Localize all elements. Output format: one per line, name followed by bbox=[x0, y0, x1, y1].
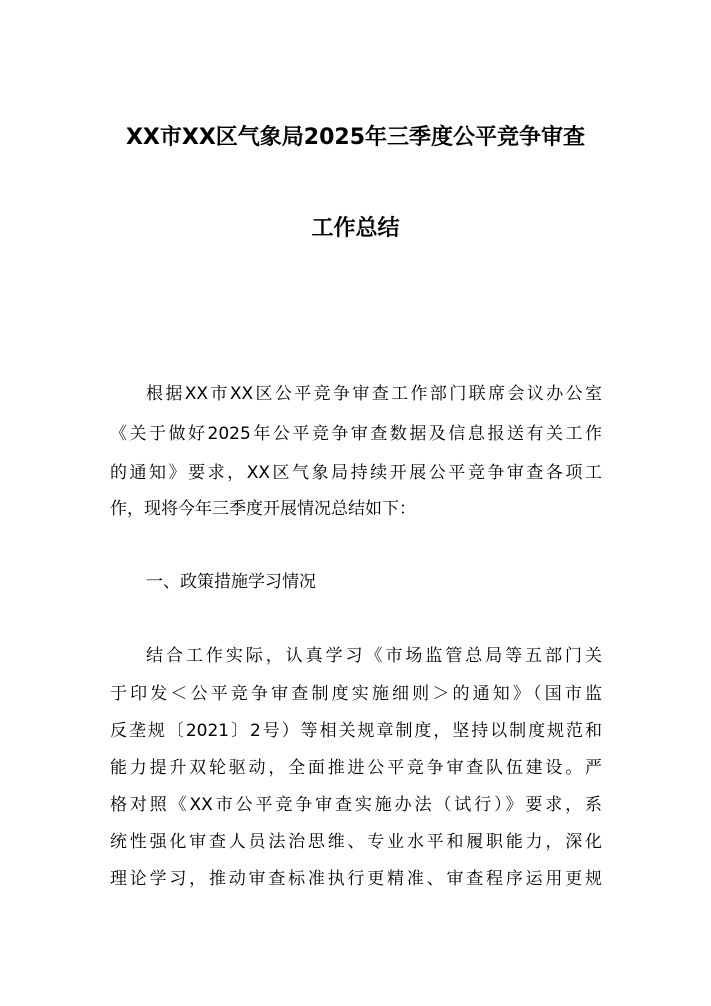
paragraph-2-line-5: 格对照《XX市公平竞争审查实施办法（试行）》要求，系 bbox=[110, 795, 602, 815]
paragraph-2-line-6: 统性强化审查人员法治思维、专业水平和履职能力，深化 bbox=[110, 832, 602, 852]
paragraph-2-line-2: 于印发＜公平竞争审查制度实施细则＞的通知》（国市监 bbox=[110, 684, 602, 704]
paragraph-2-line-1: 结合工作实际，认真学习《市场监管总局等五部门关 bbox=[146, 646, 602, 666]
document-title-line-1: XX市XX区气象局2025年三季度公平竞争审查 bbox=[125, 125, 586, 150]
paragraph-2-line-7: 理论学习，推动审查标准执行更精准、审查程序运用更规 bbox=[110, 869, 602, 889]
paragraph-1-line-1: 根据XX市XX区公平竞争审查工作部门联席会议办公室 bbox=[146, 384, 602, 404]
section-heading: 一、政策措施学习情况 bbox=[146, 572, 316, 592]
paragraph-1-line-4: 作，现将今年三季度开展情况总结如下： bbox=[110, 499, 416, 519]
paragraph-1-line-3: 的通知》要求，XX区气象局持续开展公平竞争审查各项工 bbox=[110, 463, 602, 483]
paragraph-2-line-4: 能力提升双轮驱动，全面推进公平竞争审查队伍建设。严 bbox=[110, 758, 602, 778]
paragraph-2-line-3: 反垄规〔2021〕2号）等相关规章制度，坚持以制度规范和 bbox=[110, 721, 602, 741]
paragraph-1-line-2: 《关于做好2025年公平竞争审查数据及信息报送有关工作 bbox=[110, 424, 602, 444]
document-title-line-2: 工作总结 bbox=[311, 216, 400, 241]
